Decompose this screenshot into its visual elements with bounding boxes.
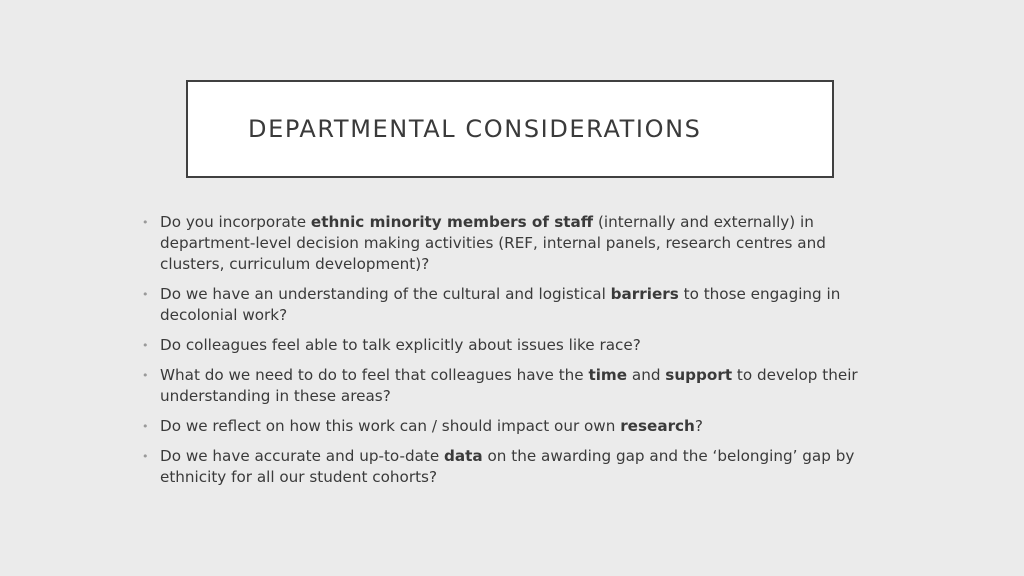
bullet-item: • Do we reflect on how this work can / should impact our own research? — [142, 417, 703, 435]
emphasis-text: data — [444, 447, 483, 465]
emphasis-text: support — [665, 366, 733, 384]
bullet-item: • Do we have accurate and up-to-date data on the awarding gap and the ‘belonging’ gap by ethnicity for all our student cohorts? — [142, 447, 855, 486]
bullet-dot-icon: • — [142, 216, 149, 229]
slide-title: DEPARTMENTAL CONSIDERATIONS — [248, 115, 702, 143]
bullet-item: • Do we have an understanding of the cultural and logistical barriers to those engaging in decolonial work? — [142, 285, 841, 324]
emphasis-text: research — [620, 417, 695, 435]
bullet-dot-icon: • — [142, 288, 149, 301]
bullet-list — [142, 212, 892, 497]
bullet-item: • What do we need to do to feel that colleagues have the time and support to develop their understanding in these areas? — [142, 366, 858, 405]
bullet-dot-icon: • — [142, 420, 149, 433]
emphasis-text: barriers — [610, 285, 679, 303]
bullet-dot-icon: • — [142, 369, 149, 382]
bullet-dot-icon: • — [142, 450, 149, 463]
bullet-dot-icon: • — [142, 339, 149, 352]
bullet-item: • Do colleagues feel able to talk explicitly about issues like race? — [142, 336, 641, 354]
emphasis-text: time — [588, 366, 628, 384]
emphasis-text: ethnic minority members of staff — [310, 213, 594, 231]
bullet-item: • Do you incorporate ethnic minority members of staff (internally and externally) in department-level decision making activities (REF, internal panels, research centres and clusters, curriculum development)? — [142, 213, 826, 273]
title-box — [186, 80, 834, 178]
